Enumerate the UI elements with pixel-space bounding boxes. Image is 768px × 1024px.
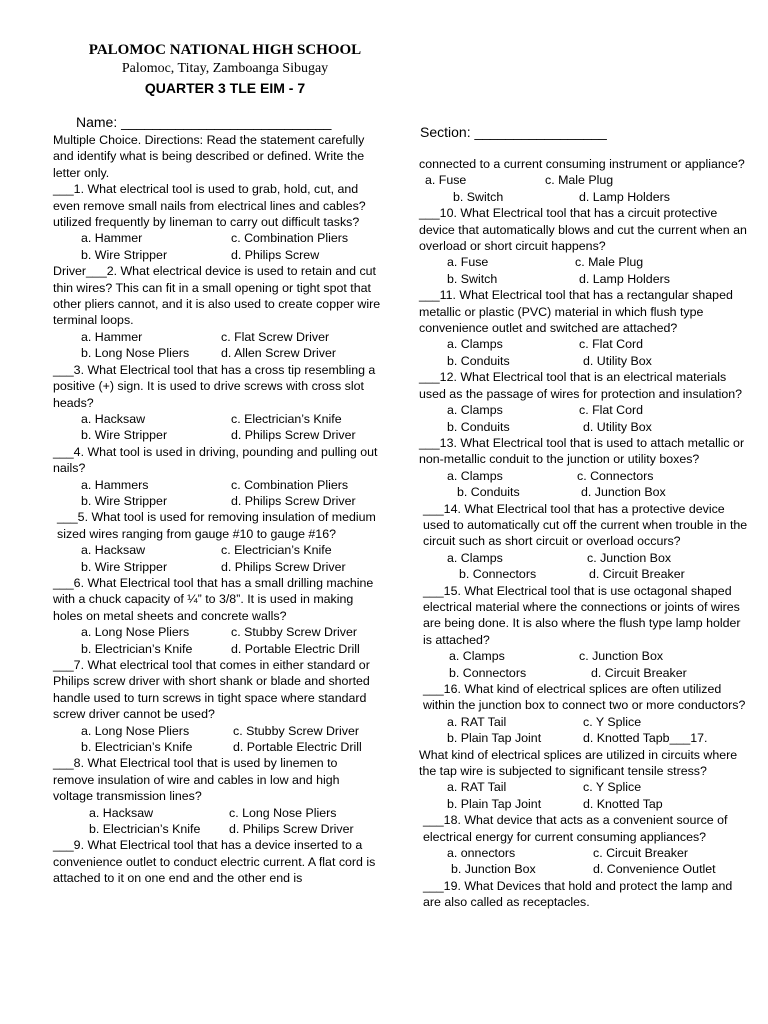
choice: b. Connectors xyxy=(449,665,527,680)
question-18: ___18. What device that acts as a convenient source of electrical energy for current consuming appliances? xyxy=(423,813,728,844)
question-5: ___5. What tool is used for removing insulation of medium sized wires ranging from gauge #10 to gauge #16? xyxy=(57,510,376,541)
choice: d. Lamp Holders xyxy=(579,271,670,286)
choice: c. Combination Pliers xyxy=(231,477,349,492)
choice: c. Electrician’s Knife xyxy=(221,543,332,558)
choice: a. Clamps xyxy=(449,649,505,664)
choice: a. Hacksaw xyxy=(89,805,154,820)
choice: b. Wire Stripper xyxy=(81,428,168,443)
choice: c. Flat Cord xyxy=(579,403,644,418)
exam-title: QUARTER 3 TLE EIM - 7 xyxy=(144,80,306,96)
choice: d. Lamp Holders xyxy=(579,189,670,204)
directions-cont: letter only. xyxy=(53,165,110,180)
question-14: ___14. What Electrical tool that has a protective device used to automatically cut off the current when trouble in the circuit such as short circuit or overload occurs? xyxy=(423,501,748,549)
choices-6 xyxy=(53,624,381,657)
question-7: ___7. What electrical tool that comes in either standard or Philips screw driver with short shank or blade and shorted handle used to turn screws in tight space where standard screw driver cannot be used? xyxy=(53,658,370,722)
choices-15 xyxy=(419,648,749,681)
choice: a. Hacksaw xyxy=(81,411,146,426)
choices-8 xyxy=(53,805,381,838)
choice: a. Fuse xyxy=(425,173,467,188)
choice: d. Portable Electric Drill xyxy=(233,740,362,755)
choice: d. Philips Screw Driver xyxy=(231,428,356,443)
choices-18 xyxy=(419,845,749,878)
choice: c. Stubby Screw Driver xyxy=(233,723,360,738)
choice: a. Fuse xyxy=(447,255,489,270)
choice: b. Connectors xyxy=(459,567,537,582)
choice: a. Hammer xyxy=(81,329,143,344)
question-3: ___3. What Electrical tool that has a cross tip resembling a positive (+) sign. It is used to drive screws with cross slot heads? xyxy=(53,362,376,410)
question-19: ___19. What Devices that hold and protect the lamp and are also called as receptacles. xyxy=(423,878,733,910)
school-name: PALOMOC NATIONAL HIGH SCHOOL xyxy=(88,42,362,58)
choice: a. onnectors xyxy=(447,846,516,861)
choices-11 xyxy=(419,336,749,369)
choice: b. Electrician’s Knife xyxy=(81,740,193,755)
choice: d. Circuit Breaker xyxy=(591,665,687,680)
directions: Multiple Choice. Directions: Read the statement carefully and identify what is being described or defined. Write the xyxy=(53,133,365,164)
choice: a. Clamps xyxy=(447,337,503,352)
choice: d. Portable Electric Drill xyxy=(231,641,360,656)
question-13: ___13. What Electrical tool that is used to attach metallic or non-metallic conduit to the junction or utility boxes? xyxy=(419,435,745,467)
choices-2 xyxy=(53,329,381,362)
choice: d. Knotted Tap xyxy=(583,796,663,811)
choice: b. Wire Stripper xyxy=(81,247,168,262)
question-2: Driver___2. What electrical device is used to retain and cut thin wires? This can fit in a small opening or tight spot that other pliers cannot, and it is also used to create copper wire terminal loops. xyxy=(53,264,381,328)
choice: b. Junction Box xyxy=(451,862,536,877)
choice: b. Conduits xyxy=(447,419,510,434)
question-9-cont: connected to a current consuming instrument or appliance? xyxy=(419,157,745,171)
choices-9 xyxy=(419,172,749,205)
question-12: ___12. What Electrical tool that is an electrical materials used as the passage of wires for protection and insulation? xyxy=(419,370,743,401)
choice: d. Junction Box xyxy=(581,485,666,500)
choice: a. Long Nose Pliers xyxy=(81,625,190,640)
choices-1 xyxy=(53,230,381,263)
choices-10 xyxy=(419,254,749,287)
question-17: What kind of electrical splices are utilized in circuits where the tap wire is subjected to significant tensile stress? xyxy=(419,747,738,779)
choice: a. Clamps xyxy=(447,550,503,565)
question-10: ___10. What Electrical tool that has a circuit protective device that automatically blows and cut the current when an overload or short circuit happens? xyxy=(419,206,747,254)
choice: b. Switch xyxy=(453,189,504,204)
choice: c. Circuit Breaker xyxy=(593,846,689,861)
choice: c. Y Splice xyxy=(583,714,642,729)
choice: d. Utility Box xyxy=(583,353,652,368)
choice: c. Stubby Screw Driver xyxy=(231,625,358,640)
choice: d. Allen Screw Driver xyxy=(221,346,336,361)
choice: d. Philips Screw Driver xyxy=(221,559,346,574)
choice: c. Electrician’s Knife xyxy=(231,411,342,426)
choice: d. Circuit Breaker xyxy=(589,567,685,582)
question-1: ___1. What electrical tool is used to grab, hold, cut, and even remove small nails from electrical lines and cables? utilized frequently by lineman to carry out difficult tasks? xyxy=(53,182,366,230)
question-8: ___8. What Electrical tool that is used by linemen to remove insulation of wire and cables in low and high voltage transmission lines? xyxy=(53,756,340,804)
choice: a. Clamps xyxy=(447,403,503,418)
section-field: Section: _________________ xyxy=(420,124,607,140)
choice: c. Combination Pliers xyxy=(231,231,349,246)
choices-16 xyxy=(419,714,749,747)
question-11: ___11. What Electrical tool that has a rectangular shaped metallic or plastic (PVC) material in which flush type convenience outlet and switched are attached? xyxy=(419,288,733,336)
question-9: ___9. What Electrical tool that has a device inserted to a convenience outlet to conduct electric current. A flat cord is attached to it on one end and the other end is xyxy=(53,838,376,886)
choices-13 xyxy=(419,468,749,501)
choices-12 xyxy=(419,402,749,435)
choice: a. Hammer xyxy=(81,231,143,246)
choice: a. Hacksaw xyxy=(81,543,146,558)
question-4: ___4. What tool is used in driving, pounding and pulling out nails? xyxy=(53,444,378,476)
choice: b. Conduits xyxy=(447,353,510,368)
choices-4 xyxy=(53,477,381,510)
question-15: ___15. What Electrical tool that is use octagonal shaped electrical material where the connections or joints of wires are being done. It is also where the flush type lamp holder is attached? xyxy=(423,583,741,647)
school-address: Palomoc, Titay, Zamboanga Sibugay xyxy=(121,61,329,76)
choice: a. Long Nose Pliers xyxy=(81,723,190,738)
choice: d. Philips Screw Driver xyxy=(229,822,354,837)
choice: a. Hammers xyxy=(81,477,149,492)
choices-7 xyxy=(53,723,381,756)
choice: b. Electrician’s Knife xyxy=(89,822,201,837)
choice: a. RAT Tail xyxy=(447,714,507,729)
choice: a. Clamps xyxy=(447,468,503,483)
choice: b. Plain Tap Joint xyxy=(447,796,542,811)
choice: b. Electrician’s Knife xyxy=(81,641,193,656)
choice: b. Switch xyxy=(447,271,498,286)
choices-5 xyxy=(53,542,381,575)
left-column xyxy=(53,132,381,887)
choice: c. Male Plug xyxy=(545,173,614,188)
choice: c. Flat Screw Driver xyxy=(221,329,330,344)
choices-3 xyxy=(53,411,381,444)
name-field: Name: ___________________________ xyxy=(76,114,332,130)
choice: b. Wire Stripper xyxy=(81,493,168,508)
choices-17 xyxy=(419,779,749,812)
question-6: ___6. What Electrical tool that has a small drilling machine with a chuck capacity of ¼” to 3/8”. It is used in making holes on metal sheets and concrete walls? xyxy=(53,575,374,623)
choice: a. RAT Tail xyxy=(447,780,507,795)
choice: c. Flat Cord xyxy=(579,337,644,352)
choice: c. Long Nose Pliers xyxy=(229,805,337,820)
question-16: ___16. What kind of electrical splices are often utilized within the junction box to connect two or more conductors? xyxy=(423,682,746,713)
choice: b. Long Nose Pliers xyxy=(81,346,190,361)
choice: b. Wire Stripper xyxy=(81,559,168,574)
choices-14 xyxy=(419,550,749,583)
choice: d. Philips Screw Driver xyxy=(231,493,356,508)
choice: c. Connectors xyxy=(577,468,654,483)
choice: d. Convenience Outlet xyxy=(593,862,716,877)
choice: d. Knotted Tapb___17. xyxy=(583,731,708,746)
choice: c. Junction Box xyxy=(587,550,672,565)
choice: b. Conduits xyxy=(457,485,520,500)
choice: d. Utility Box xyxy=(583,419,652,434)
choice: b. Plain Tap Joint xyxy=(447,731,542,746)
choice: c. Y Splice xyxy=(583,780,642,795)
choice: d. Philips Screw xyxy=(231,247,320,262)
right-column xyxy=(419,156,749,911)
choice: c. Junction Box xyxy=(579,649,664,664)
choice: c. Male Plug xyxy=(575,255,644,270)
